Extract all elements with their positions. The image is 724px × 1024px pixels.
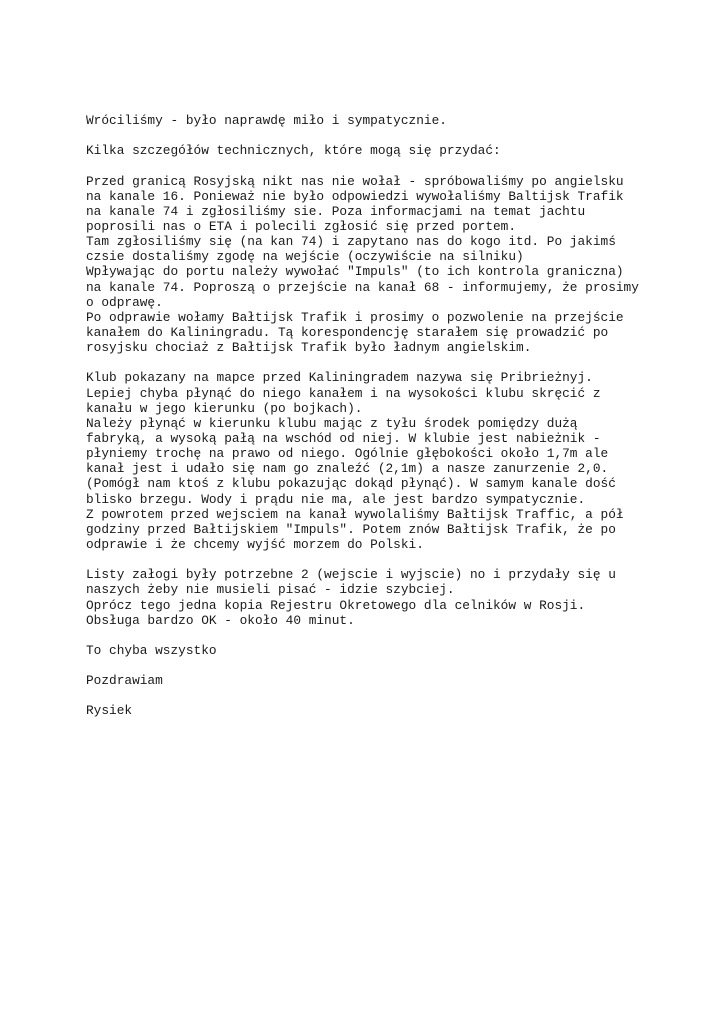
- closing-line: [86, 643, 686, 658]
- text-line: rosyjsku chociaż z Bałtijsk Trafik było ładnym angielskim.: [86, 340, 532, 356]
- text-line: odprawie i że chcemy wyjść morzem do Polski.: [86, 536, 424, 552]
- text-line: Należy płynąć w kierunku klubu mając z tyłu środek pomiędzy dużą: [86, 415, 578, 431]
- text-line: na kanale 74 i zgłosiliśmy sie. Poza informacjami na temat jachtu: [86, 203, 586, 219]
- club-paragraph: [86, 370, 686, 552]
- text-line: Lepiej chyba płynąć do niego kanałem i na wysokości klubu skręcić z: [86, 385, 601, 401]
- sign-off-line: [86, 673, 686, 688]
- border-procedure-paragraph: [86, 174, 686, 356]
- text-line: Rysiek: [86, 703, 133, 719]
- text-line: Oprócz tego jedna kopia Rejestru Okretowego dla celników w Rosji.: [86, 597, 586, 613]
- letter-body: [86, 113, 686, 734]
- text-line: kanału w jego kierunku (po bojkach).: [86, 400, 363, 416]
- text-line: Obsługa bardzo OK - około 40 minut.: [86, 612, 355, 628]
- text-line: poprosili nas o ETA i polecili zgłosić się przed portem.: [86, 218, 517, 234]
- intro-paragraph: [86, 143, 686, 158]
- text-line: Przed granicą Rosyjską nikt nas nie wołał - spróbowaliśmy po angielsku: [86, 173, 624, 189]
- text-line: Kilka szczegółów technicznych, które mogą się przydać:: [86, 143, 501, 159]
- text-line: naszych żeby nie musieli pisać - idzie szybciej.: [86, 582, 455, 598]
- text-line: o odprawę.: [86, 294, 163, 310]
- text-line: na kanale 16. Ponieważ nie było odpowiedzi wywołaliśmy Baltijsk Trafik: [86, 188, 624, 204]
- text-line: Klub pokazany na mapce przed Kaliningradem nazywa się Pribrieżnyj.: [86, 370, 593, 386]
- text-line: Tam zgłosiliśmy się (na kan 74) i zapytano nas do kogo itd. Po jakimś: [86, 234, 616, 250]
- text-line: Po odprawie wołamy Bałtijsk Trafik i prosimy o pozwolenie na przejście: [86, 309, 624, 325]
- crew-list-paragraph: [86, 567, 686, 628]
- text-line: Listy załogi były potrzebne 2 (wejscie i wyjscie) no i przydały się u: [86, 567, 616, 583]
- text-line: Wróciliśmy - było naprawdę miło i sympatycznie.: [86, 113, 447, 128]
- text-line: blisko brzegu. Wody i prądu nie ma, ale jest bardzo sympatycznie.: [86, 491, 586, 507]
- text-line: Pozdrawiam: [86, 673, 163, 689]
- text-line: kanałem do Kaliningradu. Tą korespondencję starałem się prowadzić po: [86, 324, 609, 340]
- text-line: czsie dostaliśmy zgodę na wejście (oczywiście na silniku): [86, 249, 524, 265]
- greeting-paragraph: [86, 113, 686, 128]
- text-line: płyniemy trochę na prawo od niego. Ogólnie głębokości około 1,7m ale: [86, 446, 609, 462]
- signature: [86, 703, 686, 718]
- text-line: kanał jest i udało się nam go znaleźć (2,1m) a nasze zanurzenie 2,0.: [86, 461, 609, 477]
- text-line: na kanale 74. Poproszą o przejście na kanał 68 - informujemy, że prosimy: [86, 279, 639, 295]
- text-line: Z powrotem przed wejsciem na kanał wywolaliśmy Bałtijsk Traffic, a pół: [86, 506, 624, 522]
- text-line: Wpływając do portu należy wywołać "Impuls" (to ich kontrola graniczna): [86, 264, 624, 280]
- text-line: fabryką, a wysoką pałą na wschód od niej. W klubie jest nabieżnik -: [86, 430, 601, 446]
- text-line: godziny przed Bałtijskiem "Impuls". Potem znów Bałtijsk Trafik, że po: [86, 521, 616, 537]
- text-line: To chyba wszystko: [86, 642, 217, 658]
- text-line: (Pomógł nam ktoś z klubu pokazując dokąd płynąć). W samym kanale dość: [86, 476, 616, 492]
